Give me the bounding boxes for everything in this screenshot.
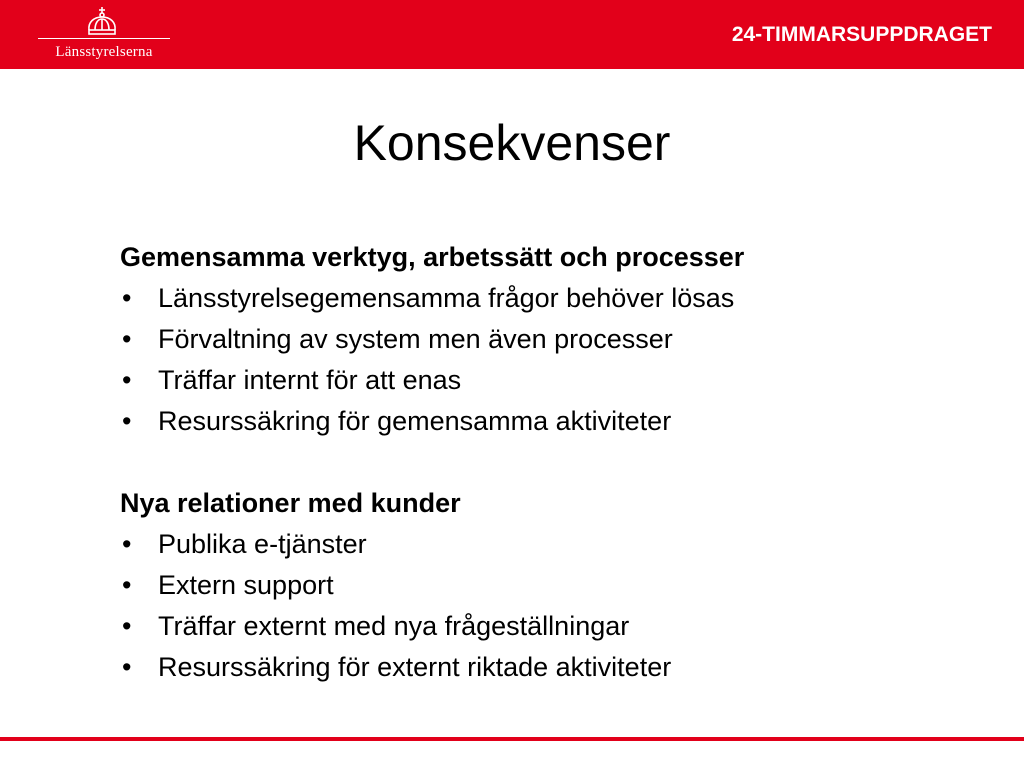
list-item-text: Resurssäkring för externt riktade aktiviteter <box>158 652 672 682</box>
slide-content <box>120 237 980 688</box>
crown-icon <box>85 6 119 36</box>
list-item <box>120 278 980 319</box>
list-item <box>120 524 980 565</box>
section-heading: Nya relationer med kunder <box>120 488 461 518</box>
bullet-icon: • <box>122 324 132 354</box>
bullet-icon: • <box>122 365 132 395</box>
header-bar <box>0 0 1024 69</box>
logo-rule <box>38 38 170 39</box>
section-customer-relations <box>120 483 980 688</box>
list-item-text: Träffar externt med nya frågeställningar <box>158 611 630 641</box>
list-item-text: Träffar internt för att enas <box>158 365 462 395</box>
list-item-text: Resurssäkring för gemensamma aktiviteter <box>158 406 672 436</box>
section-heading: Gemensamma verktyg, arbetssätt och processer <box>120 242 745 272</box>
list-item <box>120 647 980 688</box>
bullet-icon: • <box>122 611 132 641</box>
list-item-text: Publika e-tjänster <box>158 529 367 559</box>
footer-rule <box>0 737 1024 741</box>
lansstyrelserna-logo <box>38 6 170 64</box>
list-item-text: Länsstyrelsegemensamma frågor behöver lösas <box>158 283 735 313</box>
list-item <box>120 565 980 606</box>
list-item <box>120 319 980 360</box>
list-item <box>120 606 980 647</box>
bullet-icon: • <box>122 652 132 682</box>
bullet-list <box>120 524 980 688</box>
logo-name: Länsstyrelserna <box>55 44 153 60</box>
bullet-list <box>120 278 980 442</box>
list-item-text: Extern support <box>158 570 334 600</box>
bullet-icon: • <box>122 406 132 436</box>
list-item-text: Förvaltning av system men även processer <box>158 324 673 354</box>
section-shared-tools <box>120 237 980 442</box>
list-item <box>120 360 980 401</box>
header-title: 24-TIMMARSUPPDRAGET <box>731 23 992 46</box>
bullet-icon: • <box>122 570 132 600</box>
slide-title: Konsekvenser <box>353 115 671 171</box>
bullet-icon: • <box>122 283 132 313</box>
list-item <box>120 401 980 442</box>
bullet-icon: • <box>122 529 132 559</box>
